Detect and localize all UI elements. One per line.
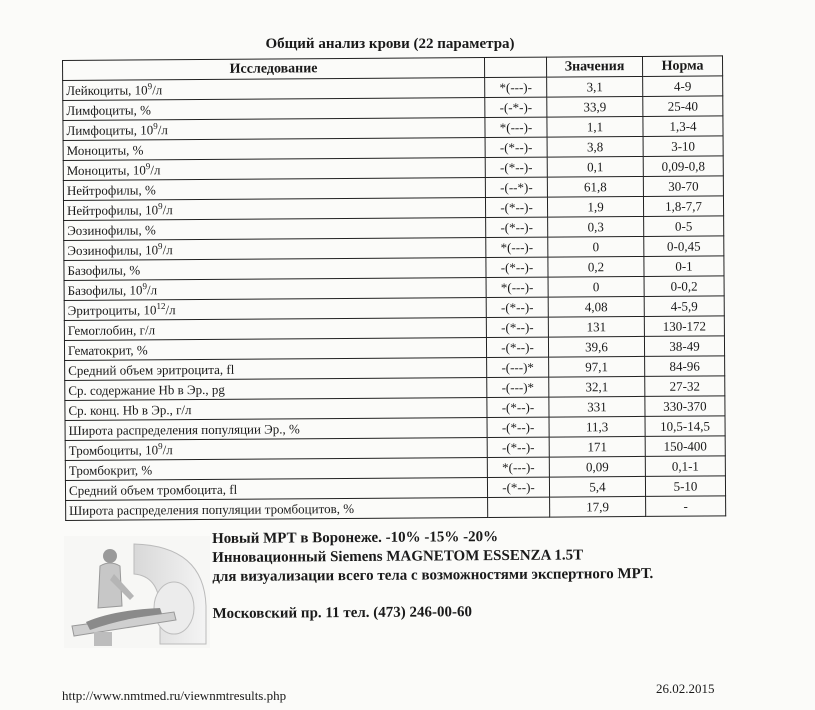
row-value: 131 (548, 316, 644, 337)
row-value: 0,1 (547, 156, 643, 177)
ad-line-2: Инновационный Siemens MAGNETOM ESSENZA 1.5T (212, 547, 584, 566)
row-norm: 3-10 (643, 136, 723, 157)
row-value: 3,8 (547, 136, 643, 157)
row-norm: 1,3-4 (643, 116, 723, 137)
row-value: 32,1 (549, 376, 645, 397)
parameter-label: Тромбокрит, % (68, 462, 153, 478)
parameter-label: Лимфоциты, % (66, 102, 151, 118)
row-value: 0,3 (548, 216, 644, 237)
ad-line-3: для визуализации всего тела с возможностями экспертного МРТ. (212, 565, 654, 585)
row-norm: 0-1 (644, 256, 724, 277)
header-study: Исследование (63, 58, 485, 81)
row-flag: *(---)- (487, 457, 549, 477)
row-flag: -(*--)- (486, 317, 548, 337)
parameter-label: Базофилы, % (67, 262, 141, 278)
row-flag: -(-*-)- (485, 97, 547, 117)
header-flag (484, 57, 546, 77)
row-flag (488, 497, 550, 517)
row-norm: 30-70 (643, 176, 723, 197)
unit-exponent: 9 (147, 81, 153, 92)
header-value: Значения (546, 56, 642, 77)
row-norm: 0-0,2 (644, 276, 724, 297)
parameter-label: Эритроциты, 10 (67, 302, 157, 318)
unit-exponent: 9 (158, 240, 163, 252)
row-value: 39,6 (548, 336, 644, 357)
row-norm: 330-370 (645, 396, 725, 417)
parameter-label: Ср. содержание Hb в Эр., pg (68, 381, 225, 398)
row-value: 0 (548, 276, 644, 297)
row-norm: 1,8-7,7 (643, 196, 723, 217)
unit-suffix: /л (150, 162, 161, 178)
ad-text (212, 527, 654, 624)
row-norm: 10,5-14,5 (645, 416, 725, 437)
row-norm: 0,1-1 (645, 456, 725, 477)
parameter-label: Гематокрит, % (67, 342, 148, 358)
row-norm: 4-9 (643, 76, 723, 97)
row-value: 171 (549, 436, 645, 457)
parameter-label: Лейкоциты, 10 (66, 82, 148, 98)
unit-exponent: 9 (158, 440, 163, 452)
parameter-label: Широта распределения популяции тромбоцитов, % (69, 500, 355, 518)
row-norm: 5-10 (645, 476, 725, 497)
parameter-label: Моноциты, % (66, 142, 144, 158)
parameter-label: Эозинофилы, 10 (67, 242, 159, 258)
row-flag: -(*--)- (486, 257, 548, 277)
row-flag: -(---)* (487, 357, 549, 377)
row-flag: -(*--)- (487, 437, 549, 457)
row-flag: -(*--)- (485, 137, 547, 157)
row-value: 3,1 (547, 76, 643, 97)
row-value: 61,8 (547, 176, 643, 197)
row-value: 331 (549, 396, 645, 417)
parameter-label: Тромбоциты, 10 (68, 442, 159, 458)
unit-suffix: /л (146, 282, 158, 298)
row-flag: -(--*)- (485, 177, 547, 197)
row-flag: -(*--)- (487, 397, 549, 417)
row-flag: -(*--)- (487, 417, 549, 437)
row-value: 17,9 (550, 496, 646, 517)
mri-advertisement (64, 530, 724, 650)
table-row (66, 496, 726, 521)
parameter-label: Нейтрофилы, 10 (66, 202, 159, 218)
row-flag: -(*--)- (486, 217, 548, 237)
row-value: 11,3 (549, 416, 645, 437)
row-norm: 25-40 (643, 96, 723, 117)
row-flag: -(---)* (487, 377, 549, 397)
results-table (62, 55, 726, 521)
row-value: 0,09 (549, 456, 645, 477)
unit-suffix: /л (157, 122, 168, 138)
parameter-label: Нейтрофилы, % (66, 182, 156, 198)
row-value: 5,4 (549, 476, 645, 497)
ad-address: Московский пр. 11 тел. (473) 246-00-60 (212, 604, 473, 622)
row-flag: -(*--)- (487, 477, 549, 497)
row-norm: 38-49 (644, 336, 724, 357)
row-flag: *(---)- (486, 277, 548, 297)
row-flag: -(*--)- (486, 337, 548, 357)
parameter-label: Лимфоциты, 10 (66, 122, 154, 138)
row-norm: 84-96 (645, 356, 725, 377)
row-flag: -(*--)- (486, 297, 548, 317)
results-body (63, 76, 726, 521)
row-norm: 130-172 (644, 316, 724, 337)
parameter-label: Моноциты, 10 (66, 162, 146, 178)
row-flag: *(---)- (486, 237, 548, 257)
row-value: 0 (548, 236, 644, 257)
page-title: Общий анализ крови (22 параметра) (265, 36, 515, 52)
row-value: 1,1 (547, 116, 643, 137)
unit-exponent: 9 (158, 200, 163, 212)
row-norm: 0-0,45 (644, 236, 724, 257)
parameter-label: Широта распределения популяции Эр., % (68, 421, 300, 438)
row-norm: 0,09-0,8 (643, 156, 723, 177)
row-norm: 0-5 (644, 216, 724, 237)
row-norm: - (646, 496, 726, 517)
row-norm: 150-400 (645, 436, 725, 457)
row-value: 97,1 (549, 356, 645, 377)
unit-suffix: /л (165, 302, 176, 318)
footer-url: http://www.nmtmed.ru/viewnmtresults.php (62, 688, 287, 703)
unit-suffix: /л (162, 202, 173, 218)
row-value: 1,9 (547, 196, 643, 217)
parameter-label: Ср. конц. Hb в Эр., г/л (68, 402, 192, 418)
unit-exponent: 9 (153, 121, 158, 132)
parameter-label: Гемоглобин, г/л (67, 322, 156, 338)
row-flag: *(---)- (485, 117, 547, 137)
footer-date: 26.02.2015 (656, 681, 715, 696)
row-value: 33,9 (547, 96, 643, 117)
row-flag: *(---)- (485, 77, 547, 97)
unit-suffix: /л (162, 242, 173, 258)
unit-exponent: 9 (145, 161, 151, 172)
header-norm: Норма (642, 56, 722, 77)
row-flag: -(*--)- (485, 157, 547, 177)
row-value: 4,08 (548, 296, 644, 317)
mri-scanner-image (64, 536, 210, 648)
parameter-label: Базофилы, 10 (67, 282, 143, 298)
row-value: 0,2 (548, 256, 644, 277)
unit-exponent: 12 (156, 300, 166, 312)
row-flag: -(*--)- (485, 197, 547, 217)
ad-line-1: Новый МРТ в Воронеже. -10% -15% -20% (212, 529, 499, 547)
parameter-label: Средний объем эритроцита, fl (68, 361, 235, 378)
parameter-label: Эозинофилы, % (67, 222, 156, 238)
row-norm: 4-5,9 (644, 296, 724, 317)
unit-exponent: 9 (142, 281, 148, 292)
unit-suffix: /л (152, 82, 163, 98)
row-norm: 27-32 (645, 376, 725, 397)
row-parameter-name (66, 498, 488, 521)
unit-suffix: /л (162, 442, 173, 458)
parameter-label: Средний объем тромбоцита, fl (68, 481, 238, 498)
